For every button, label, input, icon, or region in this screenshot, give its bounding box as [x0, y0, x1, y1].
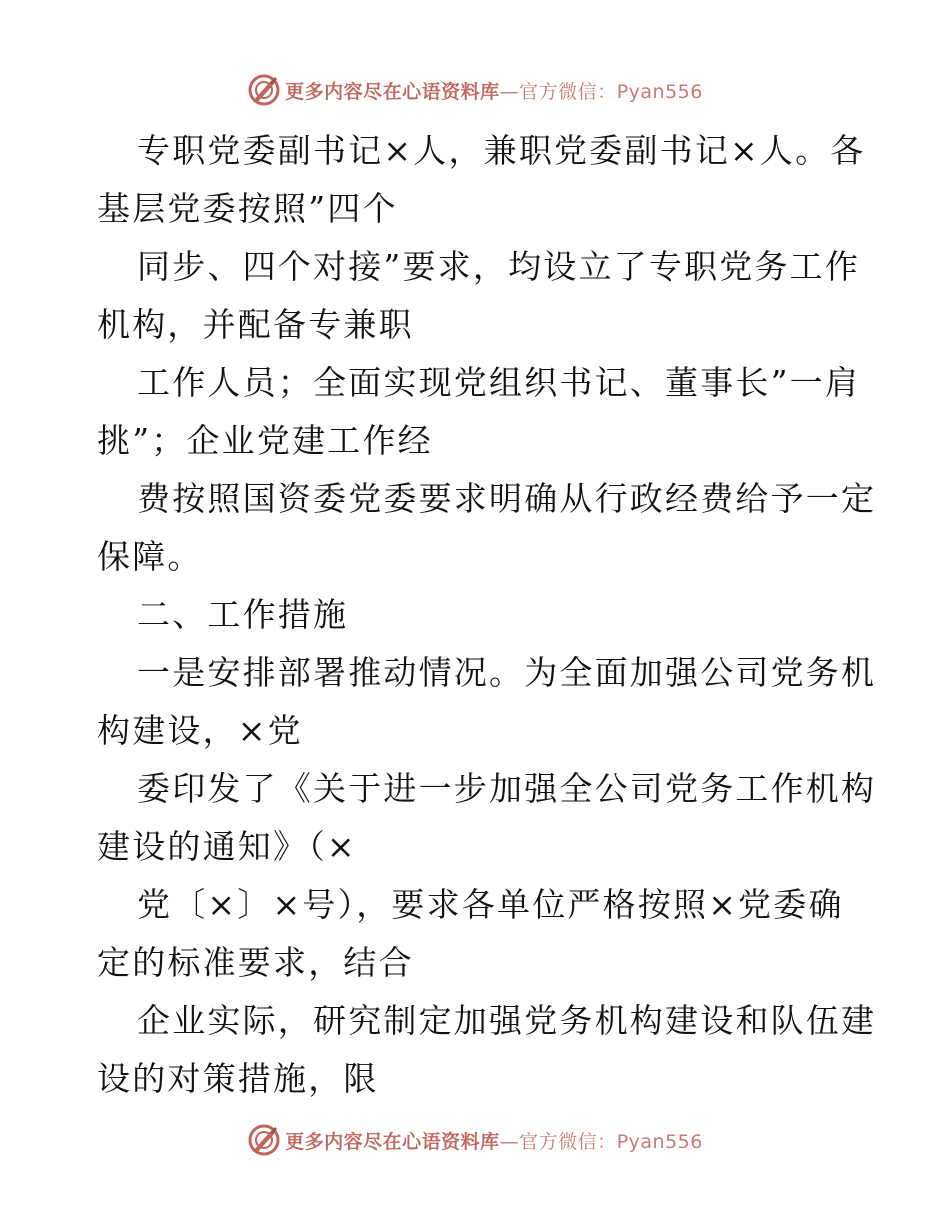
text-line: 基层党委按照”四个 [97, 189, 398, 228]
header-wechat-label: 官方微信： [519, 80, 617, 103]
brand-logo-icon [247, 1123, 281, 1157]
text-line: 设的对策措施，限 [97, 1059, 379, 1098]
header-banner-text [285, 77, 703, 104]
text-line: 构建设，×党 [97, 711, 303, 750]
text-line: 专职党委副书记×人，兼职党委副书记×人。各 [137, 131, 866, 170]
text-line: 同步、四个对接”要求，均设立了专职党务工作 [137, 247, 861, 286]
text-line: 委印发了《关于进一步加强全公司党务工作机构 [137, 769, 877, 808]
text-line: 定的标准要求，结合 [97, 943, 414, 982]
header-dash: — [499, 80, 520, 103]
footer-wechat-label: 官方微信： [519, 1130, 617, 1153]
header-wechat-id: Pyan556 [616, 80, 703, 103]
text-line: 机构，并配备专兼职 [97, 305, 414, 344]
brand-logo-icon [247, 73, 281, 107]
footer-dash: — [499, 1130, 520, 1153]
header-brand: 更多内容尽在心语资料库 [285, 80, 500, 103]
footer-wechat-id: Pyan556 [616, 1130, 703, 1153]
section-heading: 二、工作措施 [137, 595, 349, 634]
header-banner [0, 70, 950, 110]
text-line: 保障。 [97, 537, 203, 576]
text-line: 企业实际，研究制定加强党务机构建设和队伍建 [137, 1001, 877, 1040]
text-line: 一是安排部署推动情况。为全面加强公司党务机 [137, 653, 877, 692]
text-line: 费按照国资委党委要求明确从行政经费给予一定 [137, 479, 877, 518]
footer-brand: 更多内容尽在心语资料库 [285, 1130, 500, 1153]
text-line: 建设的通知》（× [97, 827, 357, 866]
text-line: 工作人员；全面实现党组织书记、董事长”一肩 [137, 363, 861, 402]
footer-banner [0, 1120, 950, 1160]
footer-banner-text [285, 1127, 703, 1154]
document-body [97, 122, 877, 1108]
text-line: 党〔×〕×号），要求各单位严格按照×党委确 [137, 885, 844, 924]
text-line: 挑”；企业党建工作经 [97, 421, 433, 460]
